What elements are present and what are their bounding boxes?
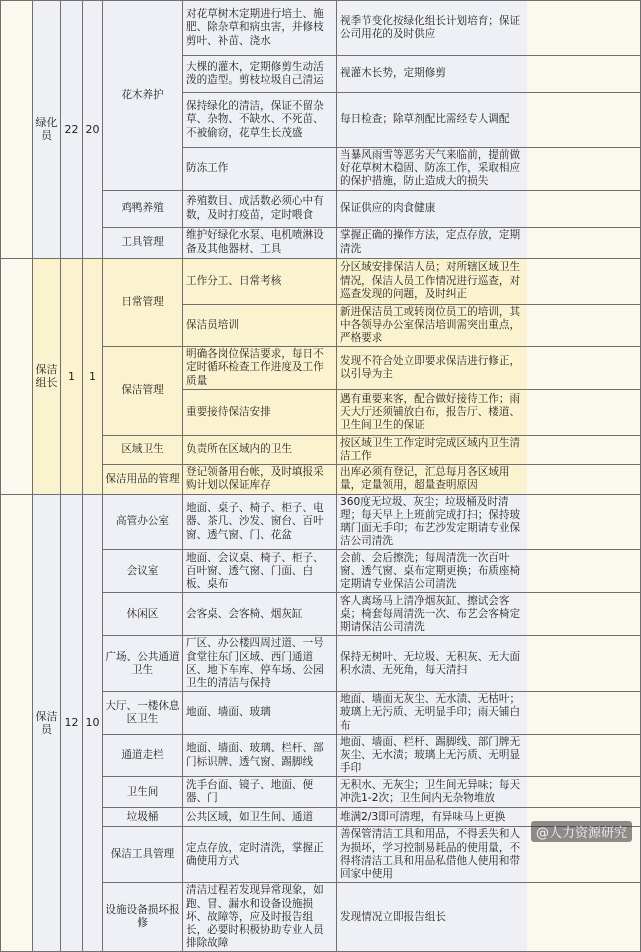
blank-cell — [527, 148, 641, 191]
work-item: 高管办公室 — [103, 494, 183, 550]
role-name: 保洁员 — [33, 494, 61, 952]
work-standard: 发现不符合处立即要求保洁进行修正，以引导为主 — [337, 347, 527, 390]
work-content: 清洁过程若发现异常现象，如跑、冒、漏水和设备设施损坏、故障等，应及时报告组长，必要时积极协助专业人员排除故障 — [183, 883, 337, 952]
table-row — [1, 494, 641, 550]
blank-cell — [527, 389, 641, 435]
blank-cell — [527, 777, 641, 808]
work-content: 洗手台面、镜子、地面、便器、门 — [183, 777, 337, 808]
work-standard: 每日检查；除草剂配比需经专人调配 — [337, 93, 527, 148]
work-item: 保洁用品的管理 — [103, 465, 183, 494]
work-item: 日常管理 — [103, 258, 183, 347]
role-name: 绿化员 — [33, 1, 61, 259]
work-standard: 保证供应的肉食健康 — [337, 190, 527, 227]
work-standard: 遇有重要来客，配合做好接待工作；雨天大厅还须铺放白布，报告厅、楼道、卫生间卫生的保证 — [337, 389, 527, 435]
blank-cell — [527, 56, 641, 93]
work-content: 工作分工、日常考核 — [183, 258, 337, 304]
work-content: 养殖数目、成活数必须心中有数，及时打疫苗，定时喂食 — [183, 190, 337, 227]
work-content: 保洁员培训 — [183, 304, 337, 347]
work-standard: 视灌木长势，定期修剪 — [337, 56, 527, 93]
work-content: 维护好绿化水泵、电机喷淋设备及其他器材、工具 — [183, 227, 337, 258]
work-item: 大厅、一楼休息区卫生 — [103, 692, 183, 735]
work-standard: 善保管清洁工具和用品，不得丢失和人为损坏，学习控制易耗品的使用量，不得将清洁工具和用品私借他人使用和带回家中使用 — [337, 827, 527, 883]
blank-cell — [527, 494, 641, 550]
duty-table-body — [1, 1, 641, 952]
blank-cell — [527, 347, 641, 390]
blank-cell — [527, 190, 641, 227]
work-item: 通道走栏 — [103, 734, 183, 777]
work-item: 保洁管理 — [103, 347, 183, 436]
work-standard: 客人离场马上清净烟灰缸、擦试会客桌；椅套每周清洗一次、布艺会客椅定期请保洁公司清洗 — [337, 593, 527, 636]
work-content: 厂区、办公楼四周过道、一号食堂往东门区域、西门通道区、地下车库、停车场、公园卫生的清洁与保持 — [183, 636, 337, 692]
role-name: 保洁组长 — [33, 258, 61, 494]
work-standard: 掌握正确的操作方法，定点存放，定期清洗 — [337, 227, 527, 258]
work-standard: 堆满2/3即可清理，有异味马上更换 — [337, 808, 527, 827]
table-row — [1, 1, 641, 56]
work-standard: 新进保洁员工或转岗位员工的培训，其中各领导办公室保洁培训需突出重点，严格要求 — [337, 304, 527, 347]
work-content: 明确各岗位保洁要求，每日不定时循环检查工作进度及工作质量 — [183, 347, 337, 390]
work-content: 登记领备用台帐，及时填报采购计划以保证库存 — [183, 465, 337, 494]
work-content: 保持绿化的清洁，保证不留杂草、杂物、不缺水、不死苗、不被偷窃，花草生长茂盛 — [183, 93, 337, 148]
work-content: 防冻工作 — [183, 148, 337, 191]
work-item: 保洁工具管理 — [103, 827, 183, 883]
blank-cell — [527, 636, 641, 692]
headcount-a: 1 — [61, 258, 83, 494]
work-standard: 会前、会后擦洗；每周清洗一次百叶窗、透气窗、桌布定期更换；布质座椅定期请专业保洁公司清洗 — [337, 550, 527, 593]
work-content: 地面、墙面、玻璃 — [183, 692, 337, 735]
blank-cell — [527, 734, 641, 777]
lead-spacer — [1, 494, 33, 952]
work-content: 公共区域，如卫生间、通道 — [183, 808, 337, 827]
work-standard: 地面、墙面、栏杆、踢脚线、部门牌无灰尘、无水渍；玻璃上无污质、无明显手印 — [337, 734, 527, 777]
blank-cell — [527, 692, 641, 735]
work-item: 休闲区 — [103, 593, 183, 636]
lead-spacer — [1, 258, 33, 494]
work-content: 重要接待保洁安排 — [183, 389, 337, 435]
work-content: 对花草树木定期进行培土、施肥、除杂草和病虫害，并修枝剪叶、补苗、浇水 — [183, 1, 337, 56]
headcount-a: 22 — [61, 1, 83, 259]
work-content: 地面、桌子、椅子、柜子、电器、茶几、沙发、窗台、百叶窗、透气窗、门、花盆 — [183, 494, 337, 550]
work-item: 工具管理 — [103, 227, 183, 258]
blank-cell — [527, 93, 641, 148]
lead-spacer — [1, 1, 33, 259]
blank-cell — [527, 227, 641, 258]
watermark: @人力资源研究 — [531, 821, 632, 842]
work-content: 地面、会议桌、椅子、柜子、百叶窗、透气窗、门面、白板、桌布 — [183, 550, 337, 593]
blank-cell — [527, 304, 641, 347]
work-item: 卫生间 — [103, 777, 183, 808]
work-item: 设施设备损坏报修 — [103, 883, 183, 952]
work-content: 负责所在区域内的卫生 — [183, 435, 337, 464]
blank-cell — [527, 550, 641, 593]
headcount-b: 20 — [83, 1, 103, 259]
work-standard: 分区域安排保洁人员；对所辖区域卫生情况，保洁人员工作情况进行巡查，对巡查发现的问题，及时纠正 — [337, 258, 527, 304]
work-item: 鸡鸭养殖 — [103, 190, 183, 227]
work-content: 大棵的灌木，定期修剪生动活泼的造型。剪枝垃圾自己清运 — [183, 56, 337, 93]
work-standard: 发现情况立即报告组长 — [337, 883, 527, 952]
work-content: 会客桌、会客椅、烟灰缸 — [183, 593, 337, 636]
blank-cell — [527, 1, 641, 56]
work-standard: 视季节变化按绿化组长计划培育；保证公司用花的及时供应 — [337, 1, 527, 56]
work-standard: 按区域卫生工作定时完成区域内卫生清洁工作 — [337, 435, 527, 464]
work-content: 地面、墙面、玻璃、栏杆、部门标识牌、透气窗、踢脚线 — [183, 734, 337, 777]
work-standard: 当暴风雨雪等恶劣天气来临前，提前做好花草树木稳固、防冻工作，采取相应的保护措施，防止造成大的损失 — [337, 148, 527, 191]
work-content: 定点存放，定时清洗，掌握正确使用方式 — [183, 827, 337, 883]
blank-cell — [527, 883, 641, 952]
work-item: 会议室 — [103, 550, 183, 593]
headcount-a: 12 — [61, 494, 83, 952]
blank-cell — [527, 593, 641, 636]
work-standard: 出库必须有登记，汇总每月各区域用量，定量领用，超量查明原因 — [337, 465, 527, 494]
work-item: 花木养护 — [103, 1, 183, 191]
work-item: 垃圾桶 — [103, 808, 183, 827]
blank-cell — [527, 435, 641, 464]
table-row — [1, 258, 641, 304]
work-standard: 地面、墙面无灰尘、无水渍、无枯叶；玻璃上无污质、无明显手印；雨天铺白布 — [337, 692, 527, 735]
headcount-b: 1 — [83, 258, 103, 494]
blank-cell — [527, 258, 641, 304]
work-standard: 360度无垃圾、灰尘；垃圾桶及时清理；每天早上上班前完成打扫；保持玻璃门面无手印；布艺沙发定期请专业保洁公司清洗 — [337, 494, 527, 550]
blank-cell — [527, 465, 641, 494]
work-item: 区域卫生 — [103, 435, 183, 464]
work-standard: 无积水、无灰尘；卫生间无异味；每天冲洗1-2次；卫生间内无杂物堆放 — [337, 777, 527, 808]
work-standard: 保持无树叶、无垃圾、无积灰、无大面积水渍、无死角，每天清扫 — [337, 636, 527, 692]
headcount-b: 10 — [83, 494, 103, 952]
work-item: 广场、公共通道卫生 — [103, 636, 183, 692]
